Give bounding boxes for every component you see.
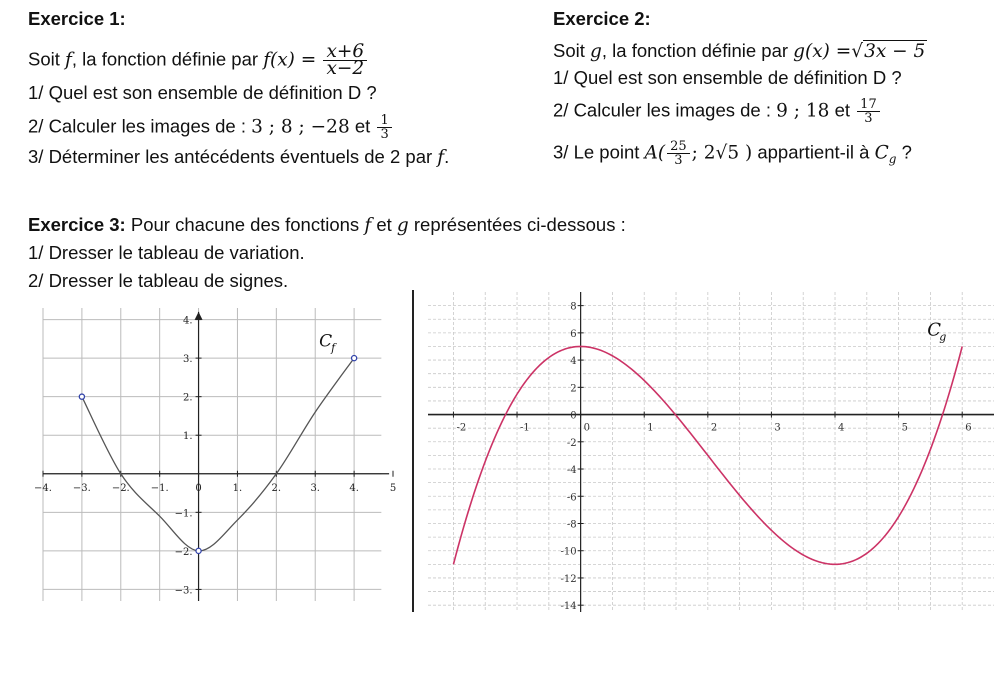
x-tick-label: 1 xyxy=(647,422,654,434)
ex2-intro: Soit g, la fonction définie par g(x) =√3x − 5 xyxy=(553,40,926,62)
x-tick-label: 0 xyxy=(195,482,202,494)
y-tick-label: −3. xyxy=(174,585,193,597)
x-tick-label: 5 xyxy=(389,482,397,494)
curve-label-f-sub: f xyxy=(331,341,336,355)
curve-point xyxy=(196,548,201,553)
curve-label-g: C xyxy=(927,319,942,341)
x-tick-label: 2. xyxy=(271,482,282,494)
ex2-q3: 3/ Le point A( $\frac{25}{3}$ ; 2√5 ) appartient-il à $C_g$ ? xyxy=(553,139,912,168)
ex3-q1: 1/ Dresser le tableau de variation. xyxy=(28,242,305,263)
y-tick-label: −1. xyxy=(174,508,193,520)
x-tick-label: 6 xyxy=(965,422,972,434)
y-tick-label: -4 xyxy=(566,465,577,477)
x-tick-label: −2. xyxy=(111,482,130,494)
ex3-intro: Exercice 3: Pour chacune des fonctions f et g représentées ci-dessous : xyxy=(28,214,626,236)
y-tick-label: 2. xyxy=(183,392,193,404)
x-tick-label: -2 xyxy=(456,422,467,434)
ex1-intro: Soit f, la fonction définie par f(x) = $\frac{x+6}{x-2}$ xyxy=(28,44,369,77)
y-tick-label: 4 xyxy=(570,356,577,368)
curve-label-g-sub: g xyxy=(939,330,947,344)
y-tick-label: 8 xyxy=(570,301,577,313)
y-tick-label: -12 xyxy=(560,573,577,585)
curve-point xyxy=(352,356,357,361)
ex1-q1: 1/ Quel est son ensemble de définition D ? xyxy=(28,82,377,103)
ex1-title: Exercice 1: xyxy=(28,8,126,29)
y-tick-label: 2 xyxy=(570,383,577,395)
y-tick-label: 0 xyxy=(570,410,577,422)
y-tick-label: 3. xyxy=(183,354,193,366)
y-tick-label: -6 xyxy=(566,492,577,504)
curve-point xyxy=(79,394,84,399)
x-tick-label: −1. xyxy=(150,482,169,494)
y-tick-label: -8 xyxy=(566,519,577,531)
x-tick-label: 4 xyxy=(838,422,845,434)
ex1-fdef: f(x) = xyxy=(263,49,317,71)
y-tick-label: 1. xyxy=(183,431,193,443)
x-tick-label: 5 xyxy=(901,422,908,434)
x-tick-label: −3. xyxy=(72,482,91,494)
x-tick-label: 3 xyxy=(774,422,781,434)
y-tick-label: -10 xyxy=(560,546,577,558)
x-tick-label: 4. xyxy=(349,482,359,494)
y-tick-label: 4. xyxy=(183,315,193,327)
ex2-title: Exercice 2: xyxy=(553,8,651,29)
y-tick-label: −2. xyxy=(174,546,193,558)
y-axis-arrow xyxy=(195,312,203,320)
y-tick-label: 6 xyxy=(570,328,577,340)
x-tick-label: 1. xyxy=(232,482,243,494)
graph-f xyxy=(34,298,400,610)
ex3-title: Exercice 3: xyxy=(28,214,126,235)
ex1-fraction: $\frac{x+6}{x-2}$ xyxy=(323,44,367,77)
x-tick-label: 0 xyxy=(583,422,591,434)
x-tick-label: -1 xyxy=(520,422,530,434)
y-tick-label: -2 xyxy=(566,437,577,449)
ex2-radicand: 3x − 5 xyxy=(864,41,926,62)
x-tick-label: −4. xyxy=(34,482,52,494)
y-tick-label: -14 xyxy=(560,601,577,613)
x-tick-label: 3. xyxy=(310,482,320,494)
curve-label-f: C xyxy=(319,331,333,352)
ex1-q2: 2/ Calculer les images de : 3 ; 8 ; −28 et $\frac{1}{3}$ xyxy=(28,114,394,141)
ex2-q2: 2/ Calculer les images de : 9 ; 18 et $\frac{17}{3}$ xyxy=(553,98,882,125)
graph-g xyxy=(428,292,994,612)
ex3-q2: 2/ Dresser le tableau de signes. xyxy=(28,270,289,291)
graph-separator xyxy=(412,290,414,612)
curve-f xyxy=(82,358,354,551)
x-tick-label: 2 xyxy=(710,422,718,434)
ex2-q1: 1/ Quel est son ensemble de définition D ? xyxy=(553,67,902,88)
ex1-q3: 3/ Déterminer les antécédents éventuels de 2 par f. xyxy=(28,146,450,168)
